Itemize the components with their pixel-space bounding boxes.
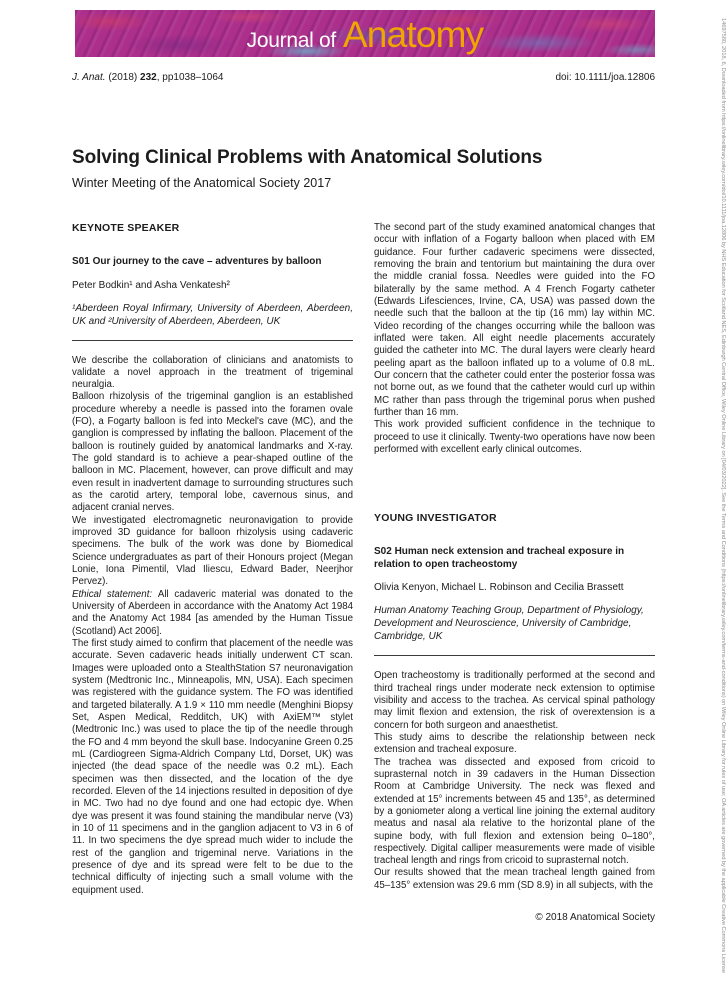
citation-year: (2018) (105, 72, 141, 83)
abstract-s02-body (374, 670, 655, 892)
section-heading-keynote: KEYNOTE SPEAKER (72, 222, 180, 234)
masthead-row (72, 72, 655, 83)
left-column (72, 222, 353, 923)
journal-banner (75, 10, 655, 57)
section-heading-young-investigator: YOUNG INVESTIGATOR (374, 512, 497, 525)
abstract-s02-authors: Olivia Kenyon, Michael L. Robinson and Cecilia Brassett (374, 582, 624, 594)
abstract-s02-divider (374, 655, 655, 656)
abstract-s01-title: S01 Our journey to the cave – adventures by balloon (72, 256, 322, 267)
paragraph: The trachea was dissected and exposed from cricoid to suprasternal notch in 39 cadavers in the Human Dissection Room at Cambridge University. The neck was flexed and extended at 15° increments between 45 and 135°, as determined by a goniometer along a vertical line joining the external auditory meatus and nasal ala relative to the horizontal plane of the supine body, with full flexion and extension being 0–180°, respectively. Digital calliper measurements were made of visible tracheal length and rings from cricoid to suprasternal notch. (374, 756, 655, 867)
citation-line (72, 72, 223, 83)
paragraph: Our results showed that the mean tracheal length gained from 45–135° extension was 29.6 mm (SD 8.9) in all subjects, with the (374, 867, 655, 891)
abstract-s02-affiliation: Human Anatomy Teaching Group, Department of Physiology, Development and Neuroscience, University of Cambridge, Cambridge, UK (374, 605, 644, 643)
abstract-s01-body (72, 355, 353, 897)
paragraph: Balloon rhizolysis of the trigeminal ganglion is an established procedure whereby a needle is passed into the foramen ovale (FO), a Fogarty balloon is fed into Meckel's cave (MC), and the ganglion is compressed by inflating the balloon. Placement of the balloon is routinely guided by anatomical landmarks and X-ray. The gold standard is to achieve a pear-shaped outline of the balloon in MC. Placement, however, can prove difficult and may even result in inadvertent damage to surrounding structures such as the carotid artery, temporal lobe, cavernous sinus, and adjacent cranial nerves. (72, 391, 353, 514)
abstract-s01-affiliation: ¹Aberdeen Royal Infirmary, University of Aberdeen, Aberdeen, UK and ²University of Aberdeen, Aberdeen, UK (72, 302, 353, 327)
doi-text: doi: 10.1111/joa.12806 (555, 72, 655, 83)
abstract-s01-body-continued (374, 222, 655, 456)
two-column-layout (72, 222, 655, 923)
citation-volume: 232 (140, 72, 157, 83)
paragraph: Open tracheostomy is traditionally performed at the second and third tracheal rings under moderate neck extension to optimise visibility and access to the trachea. As cervical spinal pathology may limit flexion and extension, the risk of overextension is a concern for both surgeon and anaesthetist. (374, 670, 655, 731)
anatomy-text: Anatomy (342, 14, 484, 55)
paragraph: The second part of the study examined anatomical changes that occur with inflation of a Fogarty balloon when placed with EM guidance. Four further cadaveric specimens were dissected, removing the brain and tentorium but maintaining the dura over the middle cranial fossa. Needles were guided into the FO bilaterally by the same method. A 4 French Fogarty catheter (Edwards Lifesciences, Irvine, CA, USA) was passed down the needle such that the balloon at the tip (16 mm) lay within MC. Video recording of the changes occurring while the balloon was inflated were taken. All eight needle placements accurately guided the catheter into MC. The dural layers were clearly heard peeling apart as the balloon inflated up to a volume of 0.8 mL. Our concern that the catheter could enter the posterior fossa was not borne out, as we found that the catheter would curl up within MC rather than pass through the trigeminal porus when pushed further than 16 mm. (374, 222, 655, 418)
abstract-s01-divider (72, 340, 353, 341)
page-title: Solving Clinical Problems with Anatomical Solutions (72, 147, 543, 168)
page-subtitle: Winter Meeting of the Anatomical Society 2017 (72, 176, 332, 190)
journal-of-text: Journal of (246, 29, 336, 52)
right-column (374, 222, 655, 923)
citation-pages: , pp1038–1064 (156, 72, 224, 83)
title-block (72, 147, 655, 190)
paragraph: This study aims to describe the relationship between neck extension and tracheal exposure. (374, 731, 655, 756)
journal-banner-title (75, 14, 655, 56)
paragraph: We investigated electromagnetic neuronavigation to provide improved 3D guidance for balloon rhizolysis using cadaveric specimens. The bulk of the work was done by Biomedical Science undergraduates as part of their Honours project (Megan Lonie, Iona Pimentil, Vlad Iliescu, Edward Bader, Neerjhor Pervez). (72, 514, 353, 588)
paragraph: We describe the collaboration of clinicians and anatomists to validate a novel approach in the treatment of trigeminal neuralgia. (72, 354, 353, 391)
abstract-s01-authors: Peter Bodkin¹ and Asha Venkatesh² (72, 279, 230, 291)
copyright-notice: © 2018 Anatomical Society (535, 912, 655, 924)
paragraph: The first study aimed to confirm that placement of the needle was accurate. Seven cadaveric heads initially underwent CT scan. Images were uploaded onto a StealthStation S7 neuronavigation system (Medtronic Inc., Minneapolis, MN, USA). Each specimen was registered with the guidance system. The FO was identified and targeted bilaterally. A 1.9 × 110 mm needle (Menghini Biopsy Set, Aspen Medical, Redditch, UK) with AxiEM™ stylet (Medtronic Inc.) was used to place the tip of the needle through the FO and 4 mm beyond the skull base. Indocyanine Green 0.25 mL (Cardiogreen Sigma-Aldrich Company Ltd, Dorset, UK) was injected (the dead space of the needle was 0.2 mL). Each specimen was then dissected, and the location of the dye recorded. Eleven of the 14 injections resulted in deposition of dye in MC. Two had no dye found and one had ectopic dye. When dye was present it was found staining the mandibular nerve (V3) in 10 of 11 specimens and in the ganglion adjacent to V3 in 6 of 11. In two specimens the dye spread much wider to include the rest of the ganglion and trigeminal nerve. Variations in the presence of dye and its spread were felt to be due to the technical difficulty of injecting such a small volume with the equipment used. (72, 638, 353, 896)
paragraph: Ethical statement: All cadaveric material was donated to the University of Aberdeen in accordance with the Anatomy Act 1984 and the Anatomy Act 1984 [as amended by the Human Tissue (Scotland) Act 2006]. (72, 588, 353, 637)
paragraph: This work provided sufficient confidence in the technique to proceed to use it clinically. Twenty-two operations have now been performed with excellent early clinical outcomes. (374, 419, 655, 455)
citation-journal: J. Anat. (72, 72, 106, 83)
abstract-s02-title: S02 Human neck extension and tracheal exposure in relation to open tracheostomy (374, 546, 625, 570)
download-watermark: 14697580, 2018, 6, Downloaded from https://onlinelibrary.wiley.com/doi/10.1111/joa.12806 by NHS Education for Scotland NES, Edinburgh Central Office, Wiley Online Library on [04/03/2022]. See the Terms and Conditions (https://onlinelibrary.wiley.com/terms-and-conditions) on Wiley Online Library for rules of use; OA articles are governed by the applicable Creative Commons License (720, 18, 726, 973)
